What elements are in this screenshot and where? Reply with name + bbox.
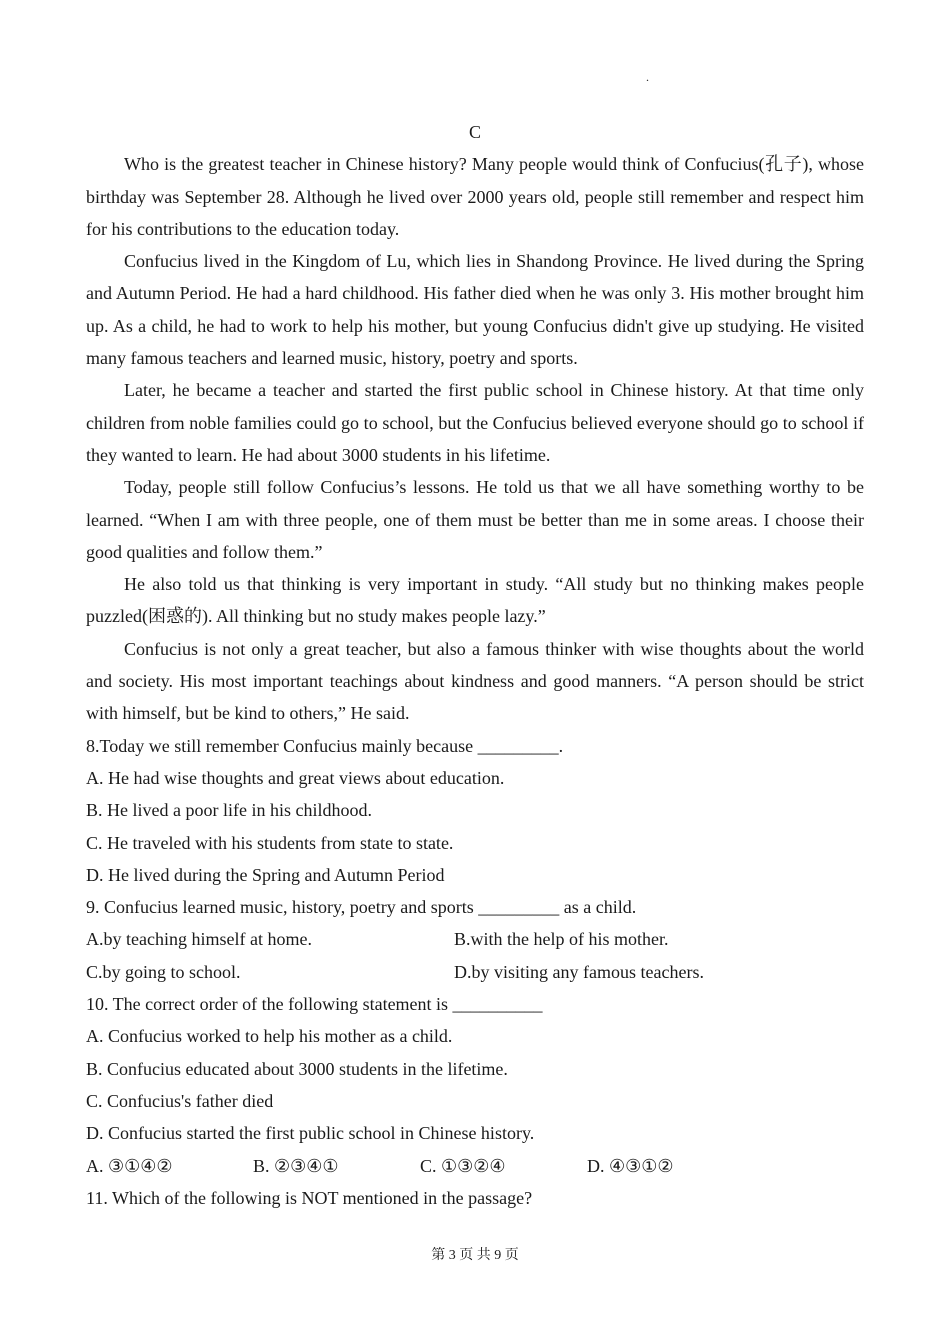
question-9-option-a: A.by teaching himself at home. xyxy=(86,929,312,950)
question-10-statement-d: D. Confucius started the first public school in Chinese history. xyxy=(86,1123,535,1144)
passage-paragraph: Who is the greatest teacher in Chinese history? Many people would think of Confucius(孔子), whose birthday was September 28. Although he lived over 2000 years old, people still remember and respect him for his contributions to the education today. xyxy=(86,154,864,239)
question-8-option-d: D. He lived during the Spring and Autumn Period xyxy=(86,864,445,885)
passage-paragraph: Confucius lived in the Kingdom of Lu, which lies in Shandong Province. He lived during the Spring and Autumn Period. He had a hard childhood. His father died when he was only 3. His mother brought him up. As a child, he had to work to help his mother, but young Confucius didn't give up studying. He visited many famous teachers and learned music, history, poetry and sports. xyxy=(86,251,864,369)
question-10-option-b: B. ②③④① xyxy=(253,1155,339,1176)
page-footer: 第 3 页 共 9 页 xyxy=(431,1248,519,1263)
question-9-stem: 9. Confucius learned music, history, poetry and sports _________ as a child. xyxy=(86,897,637,918)
question-8-option-a: A. He had wise thoughts and great views about education. xyxy=(86,767,505,788)
header-mark: . xyxy=(646,70,649,84)
section-title: C xyxy=(468,122,481,142)
question-9-options-row xyxy=(86,956,864,988)
passage-paragraph: Later, he became a teacher and started the first public school in Chinese history. At that time only children from noble families could go to school, but the Confucius believed everyone should go to school if they wanted to learn. He had about 3000 students in his lifetime. xyxy=(86,380,864,465)
passage-paragraph: Today, people still follow Confucius’s lessons. He told us that we all have something worthy to be learned. “When I am with three people, one of them must be better than me in some areas. I choose their good qualities and follow them.” xyxy=(86,477,864,562)
question-10-statement-b: B. Confucius educated about 3000 students in the lifetime. xyxy=(86,1058,508,1079)
question-10-option-d: D. ④③①② xyxy=(587,1155,674,1176)
question-8-option-c: C. He traveled with his students from state to state. xyxy=(86,832,454,853)
question-10-options-row xyxy=(86,1150,864,1182)
question-10-option-a: A. ③①④② xyxy=(86,1155,173,1176)
question-8-option-b: B. He lived a poor life in his childhood. xyxy=(86,800,372,821)
question-9-option-c: C.by going to school. xyxy=(86,961,241,982)
question-9-options-row xyxy=(86,923,864,955)
question-9-option-d: D.by visiting any famous teachers. xyxy=(454,961,704,982)
passage-paragraph: Confucius is not only a great teacher, but also a famous thinker with wise thoughts about the world and society. His most important teachings about kindness and good manners. “A person should be strict with himself, but be kind to others,” He said. xyxy=(86,638,864,724)
question-10-statement-c: C. Confucius's father died xyxy=(86,1090,274,1111)
question-10-statement-a: A. Confucius worked to help his mother as a child. xyxy=(86,1026,453,1047)
passage-paragraph: He also told us that thinking is very important in study. “All study but no thinking makes people puzzled(困惑的). All thinking but no study makes people lazy.” xyxy=(86,574,864,627)
question-11-stem: 11. Which of the following is NOT mentioned in the passage? xyxy=(86,1187,533,1208)
question-10-option-c: C. ①③②④ xyxy=(420,1155,506,1176)
question-9-option-b: B.with the help of his mother. xyxy=(454,929,669,950)
document-body xyxy=(86,116,864,1214)
question-10-stem: 10. The correct order of the following statement is __________ xyxy=(86,994,543,1015)
question-8-stem: 8.Today we still remember Confucius mainly because _________. xyxy=(86,735,564,756)
